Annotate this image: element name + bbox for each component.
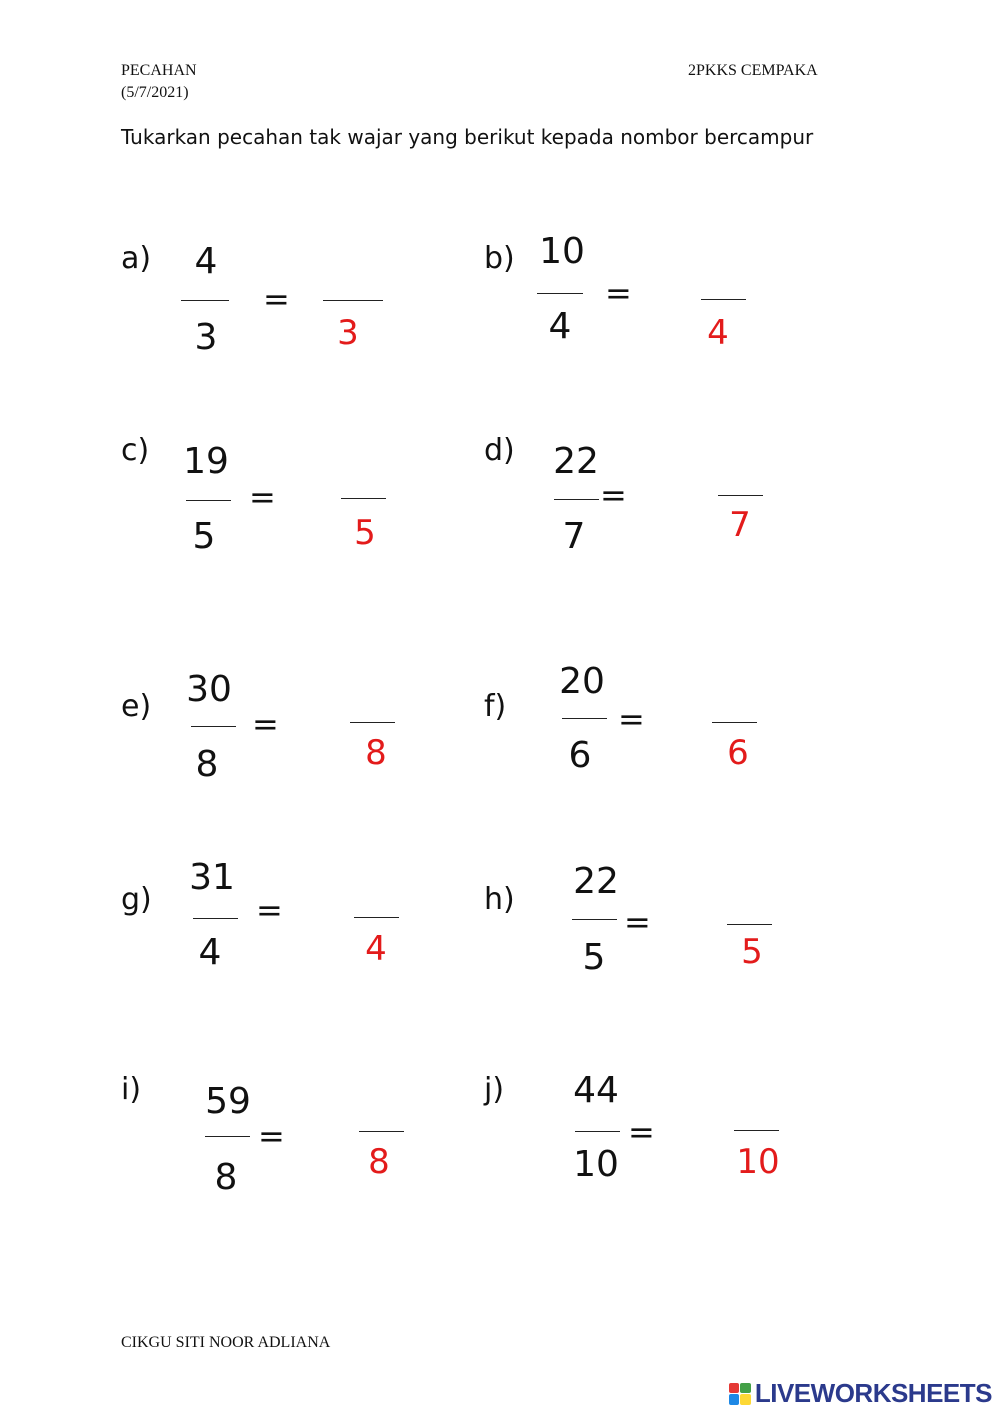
numerator: 22	[553, 441, 599, 482]
fraction-bar	[193, 918, 238, 919]
answer-denominator: 8	[365, 733, 387, 773]
problem-label: b)	[484, 241, 515, 276]
denominator: 7	[562, 516, 586, 557]
liveworksheets-logo[interactable]	[729, 1378, 992, 1409]
equals-sign: =	[252, 705, 279, 743]
denominator: 4	[198, 932, 222, 973]
answer-denominator: 3	[337, 313, 359, 353]
numerator: 44	[573, 1070, 619, 1111]
answer-denominator: 4	[365, 929, 387, 969]
problem-label: i)	[121, 1072, 142, 1107]
numerator: 20	[559, 661, 605, 702]
denominator: 5	[582, 937, 606, 978]
answer-input-line[interactable]	[712, 722, 757, 723]
answer-denominator: 7	[729, 505, 751, 545]
answer-denominator: 10	[736, 1142, 780, 1182]
answer-denominator: 5	[354, 513, 376, 553]
numerator: 4	[194, 241, 218, 282]
answer-input-line[interactable]	[354, 917, 399, 918]
fraction-bar	[554, 499, 599, 500]
answer-input-line[interactable]	[727, 924, 772, 925]
answer-input-line[interactable]	[734, 1130, 779, 1131]
problem-label: h)	[484, 882, 515, 917]
problem-label: a)	[121, 241, 152, 276]
problem-label: j)	[484, 1072, 505, 1107]
fraction-bar	[186, 500, 231, 501]
equals-sign: =	[258, 1117, 285, 1155]
answer-denominator: 6	[727, 733, 749, 773]
numerator: 22	[573, 861, 619, 902]
class-name: 2PKKS CEMPAKA	[688, 62, 818, 79]
denominator: 3	[194, 317, 218, 358]
denominator: 4	[548, 306, 572, 347]
equals-sign: =	[605, 274, 632, 312]
numerator: 10	[539, 231, 585, 272]
denominator: 8	[195, 744, 219, 785]
fraction-bar	[191, 726, 236, 727]
problem-label: g)	[121, 882, 152, 917]
denominator: 5	[192, 516, 216, 557]
instruction-text: Tukarkan pecahan tak wajar yang berikut kepada nombor bercampur	[121, 125, 814, 149]
answer-input-line[interactable]	[323, 300, 383, 301]
problem-label: f)	[484, 689, 507, 724]
fraction-bar	[562, 718, 607, 719]
problem-label: e)	[121, 689, 152, 724]
fraction-bar	[205, 1136, 250, 1137]
answer-input-line[interactable]	[341, 498, 386, 499]
author-name: CIKGU SITI NOOR ADLIANA	[121, 1334, 331, 1351]
answer-input-line[interactable]	[359, 1131, 404, 1132]
liveworksheets-logo-icon	[729, 1383, 751, 1405]
equals-sign: =	[624, 903, 651, 941]
fraction-bar	[181, 300, 229, 301]
answer-denominator: 8	[368, 1142, 390, 1182]
numerator: 31	[189, 857, 235, 898]
answer-input-line[interactable]	[701, 299, 746, 300]
equals-sign: =	[249, 478, 276, 516]
problem-label: c)	[121, 433, 150, 468]
fraction-bar	[575, 1131, 620, 1132]
equals-sign: =	[263, 280, 290, 318]
numerator: 30	[186, 669, 232, 710]
answer-input-line[interactable]	[718, 495, 763, 496]
answer-denominator: 4	[707, 313, 729, 353]
answer-denominator: 5	[741, 932, 763, 972]
problem-label: d)	[484, 433, 515, 468]
equals-sign: =	[628, 1113, 655, 1151]
denominator: 10	[573, 1144, 619, 1185]
answer-input-line[interactable]	[350, 722, 395, 723]
denominator: 8	[214, 1157, 238, 1198]
subject-title: PECAHAN	[121, 62, 197, 79]
fraction-bar	[537, 293, 583, 294]
fraction-bar	[572, 919, 617, 920]
numerator: 59	[205, 1081, 251, 1122]
equals-sign: =	[618, 700, 645, 738]
equals-sign: =	[600, 476, 627, 514]
denominator: 6	[568, 735, 592, 776]
liveworksheets-logo-text: LIVEWORKSHEETS	[754, 1378, 992, 1408]
worksheet-date: (5/7/2021)	[121, 84, 189, 101]
equals-sign: =	[256, 891, 283, 929]
numerator: 19	[183, 441, 229, 482]
